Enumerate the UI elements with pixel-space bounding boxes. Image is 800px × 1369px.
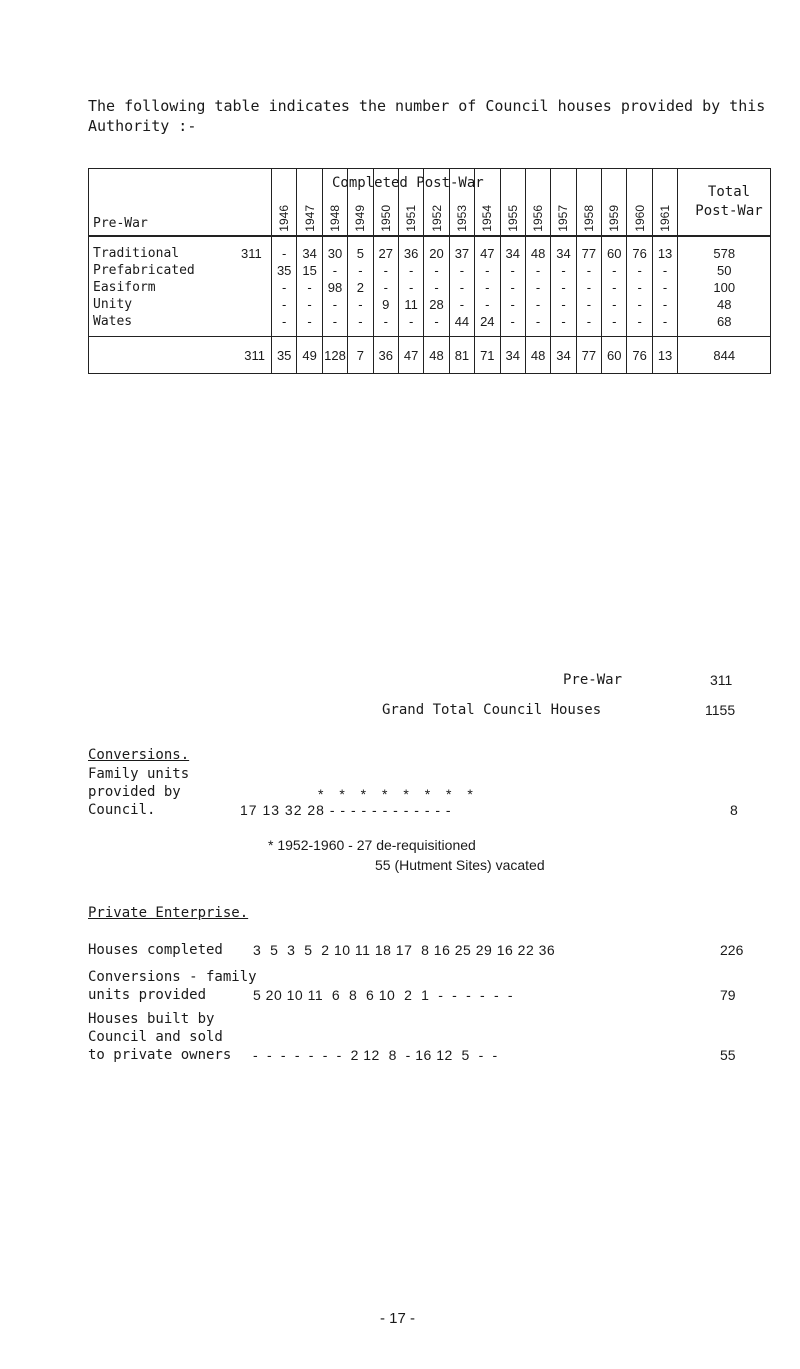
year-cell: - bbox=[576, 296, 601, 313]
year-cell: 44 bbox=[449, 313, 474, 337]
year-label: 1948 bbox=[327, 205, 342, 232]
private-row-total: 79 bbox=[720, 987, 736, 1003]
year-header-cell bbox=[525, 169, 550, 237]
prewar-summary-label: Pre-War bbox=[563, 672, 623, 688]
row-label: Easiform bbox=[89, 279, 242, 296]
grand-post-war-total-cell: 844 bbox=[678, 337, 771, 374]
private-row-values: 3 5 3 5 2 10 11 18 17 8 16 25 29 16 22 36 bbox=[253, 942, 556, 958]
year-cell: - bbox=[348, 296, 373, 313]
year-cell: 47 bbox=[475, 236, 500, 262]
row-label: Prefabricated bbox=[89, 262, 242, 279]
year-cell: - bbox=[449, 296, 474, 313]
totals-row bbox=[89, 337, 771, 374]
year-label: 1950 bbox=[378, 205, 393, 232]
year-header-cell bbox=[322, 169, 347, 237]
row-label: Wates bbox=[89, 313, 242, 337]
totals-year-cell: 47 bbox=[398, 337, 423, 374]
year-cell: - bbox=[272, 279, 297, 296]
year-cell: 24 bbox=[475, 313, 500, 337]
year-cell: - bbox=[500, 262, 525, 279]
private-row-label: Council and sold bbox=[88, 1029, 223, 1045]
year-cell: 13 bbox=[652, 236, 677, 262]
year-cell: - bbox=[602, 279, 627, 296]
year-cell: 35 bbox=[272, 262, 297, 279]
year-label: 1946 bbox=[277, 205, 292, 232]
year-cell: - bbox=[525, 313, 550, 337]
year-label: 1955 bbox=[505, 205, 520, 232]
year-label: 1960 bbox=[632, 205, 647, 232]
private-row-label: Conversions - family bbox=[88, 969, 257, 985]
year-cell: - bbox=[525, 262, 550, 279]
year-cell: 60 bbox=[602, 236, 627, 262]
private-row-total: 55 bbox=[720, 1047, 736, 1063]
year-label: 1951 bbox=[404, 205, 419, 232]
year-header-cell bbox=[602, 169, 627, 237]
totals-year-cell: 71 bbox=[475, 337, 500, 374]
year-cell: - bbox=[627, 262, 652, 279]
year-label: 1952 bbox=[429, 205, 444, 232]
year-cell: - bbox=[500, 279, 525, 296]
year-cell: 28 bbox=[424, 296, 449, 313]
year-cell: 9 bbox=[373, 296, 398, 313]
year-cell: - bbox=[398, 262, 423, 279]
year-label: 1947 bbox=[302, 205, 317, 232]
year-cell: - bbox=[652, 262, 677, 279]
year-cell: - bbox=[551, 296, 576, 313]
year-cell: 77 bbox=[576, 236, 601, 262]
year-cell: - bbox=[297, 279, 322, 296]
row-total-cell: 100 bbox=[678, 279, 771, 296]
prewar-cell bbox=[241, 262, 271, 279]
total-header-cell bbox=[678, 169, 771, 237]
year-cell: - bbox=[525, 296, 550, 313]
year-cell: - bbox=[322, 296, 347, 313]
private-row-total: 226 bbox=[720, 942, 744, 958]
year-header-cell bbox=[424, 169, 449, 237]
conversions-note1: * 1952-1960 - 27 de-requisitioned bbox=[268, 837, 476, 853]
prewar-heading-cell: Pre-War bbox=[89, 169, 272, 237]
prewar-cell bbox=[241, 279, 271, 296]
year-label: 1957 bbox=[556, 205, 571, 232]
totals-year-cell: 48 bbox=[424, 337, 449, 374]
year-cell: - bbox=[424, 279, 449, 296]
year-cell: - bbox=[500, 313, 525, 337]
table-row bbox=[89, 296, 771, 313]
year-header-cell bbox=[449, 169, 474, 237]
table-row bbox=[89, 236, 771, 262]
year-header-cell bbox=[576, 169, 601, 237]
year-cell: - bbox=[500, 296, 525, 313]
table-row bbox=[89, 279, 771, 296]
year-cell: - bbox=[525, 279, 550, 296]
year-cell: 20 bbox=[424, 236, 449, 262]
private-heading: Private Enterprise. bbox=[88, 905, 249, 921]
year-cell: - bbox=[398, 313, 423, 337]
row-label: Traditional bbox=[89, 236, 242, 262]
intro-text: The following table indicates the number of Council houses provided by this Authority :- bbox=[88, 97, 766, 135]
year-cell: 48 bbox=[525, 236, 550, 262]
year-header-cell bbox=[500, 169, 525, 237]
completed-heading: Completed Post-War bbox=[332, 175, 484, 191]
year-cell: - bbox=[551, 279, 576, 296]
totals-prewar-cell: 311 bbox=[89, 337, 272, 374]
totals-year-cell: 13 bbox=[652, 337, 677, 374]
year-cell: - bbox=[449, 262, 474, 279]
conversions-note2: 55 (Hutment Sites) vacated bbox=[375, 857, 545, 873]
year-cell: - bbox=[322, 313, 347, 337]
year-cell: 36 bbox=[398, 236, 423, 262]
year-cell: 27 bbox=[373, 236, 398, 262]
year-cell: - bbox=[627, 296, 652, 313]
totals-year-cell: 35 bbox=[272, 337, 297, 374]
year-cell: - bbox=[576, 279, 601, 296]
conversions-line2: provided by bbox=[88, 784, 181, 800]
year-cell: - bbox=[348, 313, 373, 337]
year-label: 1961 bbox=[658, 205, 673, 232]
prewar-cell bbox=[241, 313, 271, 337]
totals-year-cell: 49 bbox=[297, 337, 322, 374]
year-cell: - bbox=[652, 313, 677, 337]
year-label: 1958 bbox=[581, 205, 596, 232]
year-cell: - bbox=[297, 296, 322, 313]
totals-year-cell: 60 bbox=[602, 337, 627, 374]
year-cell: - bbox=[424, 262, 449, 279]
row-total-cell: 578 bbox=[678, 236, 771, 262]
year-label: 1959 bbox=[607, 205, 622, 232]
year-label: 1956 bbox=[531, 205, 546, 232]
totals-year-cell: 7 bbox=[348, 337, 373, 374]
year-label: 1953 bbox=[454, 205, 469, 232]
year-cell: 34 bbox=[297, 236, 322, 262]
year-header-cell bbox=[272, 169, 297, 237]
year-header-cell bbox=[297, 169, 322, 237]
private-row-values: 5 20 10 11 6 8 6 10 2 1 - - - - - - bbox=[253, 987, 514, 1003]
page-number: - 17 - bbox=[380, 1310, 416, 1327]
private-row-label: to private owners bbox=[88, 1047, 232, 1063]
year-cell: - bbox=[475, 279, 500, 296]
year-cell: 5 bbox=[348, 236, 373, 262]
conversions-line3: Council. bbox=[88, 802, 156, 818]
year-cell: - bbox=[602, 262, 627, 279]
year-header-cell bbox=[652, 169, 677, 237]
row-total-cell: 68 bbox=[678, 313, 771, 337]
year-label: 1954 bbox=[480, 205, 495, 232]
year-cell: 11 bbox=[398, 296, 423, 313]
year-cell: - bbox=[373, 279, 398, 296]
row-label: Unity bbox=[89, 296, 242, 313]
total-heading: Total Post-War bbox=[695, 184, 763, 219]
year-cell: - bbox=[475, 296, 500, 313]
year-cell: 30 bbox=[322, 236, 347, 262]
year-cell: 98 bbox=[322, 279, 347, 296]
conversions-line1: Family units bbox=[88, 766, 190, 782]
totals-year-cell: 48 bbox=[525, 337, 550, 374]
year-header-cell bbox=[627, 169, 652, 237]
year-cell: 37 bbox=[449, 236, 474, 262]
totals-year-cell: 76 bbox=[627, 337, 652, 374]
table-row bbox=[89, 313, 771, 337]
year-header-cell bbox=[551, 169, 576, 237]
grand-total-label: Grand Total Council Houses bbox=[382, 702, 602, 718]
year-header-cell bbox=[398, 169, 423, 237]
year-cell: - bbox=[551, 262, 576, 279]
totals-year-cell: 36 bbox=[373, 337, 398, 374]
year-cell: - bbox=[475, 262, 500, 279]
prewar-summary-value: 311 bbox=[710, 672, 733, 688]
year-cell: - bbox=[449, 279, 474, 296]
year-cell: - bbox=[398, 279, 423, 296]
year-cell: - bbox=[576, 262, 601, 279]
year-cell: - bbox=[272, 296, 297, 313]
conversions-stars: * * * * * * * * bbox=[318, 786, 479, 802]
private-row-label: Houses completed bbox=[88, 942, 223, 958]
year-cell: 15 bbox=[297, 262, 322, 279]
year-label: 1949 bbox=[353, 205, 368, 232]
table-row bbox=[89, 262, 771, 279]
totals-year-cell: 81 bbox=[449, 337, 474, 374]
row-total-cell: 50 bbox=[678, 262, 771, 279]
year-header-cell bbox=[475, 169, 500, 237]
private-row-label: units provided bbox=[88, 987, 207, 1003]
row-total-cell: 48 bbox=[678, 296, 771, 313]
totals-year-cell: 77 bbox=[576, 337, 601, 374]
year-cell: - bbox=[424, 313, 449, 337]
conversions-total: 8 bbox=[730, 802, 738, 818]
private-row-label: Houses built by bbox=[88, 1011, 215, 1027]
year-cell: 34 bbox=[500, 236, 525, 262]
year-cell: - bbox=[297, 313, 322, 337]
totals-year-cell: 34 bbox=[500, 337, 525, 374]
conversions-values: 17 13 32 28 - - - - - - - - - - - - bbox=[240, 802, 452, 818]
year-cell: - bbox=[602, 313, 627, 337]
grand-total-value: 1155 bbox=[705, 702, 736, 718]
year-header-cell bbox=[348, 169, 373, 237]
year-cell: - bbox=[627, 279, 652, 296]
year-cell: - bbox=[627, 313, 652, 337]
totals-year-cell: 34 bbox=[551, 337, 576, 374]
year-cell: - bbox=[576, 313, 601, 337]
year-cell: 76 bbox=[627, 236, 652, 262]
year-cell: - bbox=[652, 279, 677, 296]
year-cell: - bbox=[272, 236, 297, 262]
year-header-cell bbox=[373, 169, 398, 237]
conversions-heading: Conversions. bbox=[88, 747, 190, 763]
council-houses-table bbox=[88, 168, 771, 374]
prewar-cell bbox=[241, 296, 271, 313]
private-row-values: - - - - - - - 2 12 8 - 16 12 5 - - bbox=[253, 1047, 498, 1063]
year-cell: - bbox=[348, 262, 373, 279]
year-cell: 2 bbox=[348, 279, 373, 296]
year-cell: - bbox=[272, 313, 297, 337]
year-cell: - bbox=[652, 296, 677, 313]
year-cell: 34 bbox=[551, 236, 576, 262]
year-cell: - bbox=[373, 313, 398, 337]
prewar-cell: 311 bbox=[241, 236, 271, 262]
totals-year-cell: 128 bbox=[322, 337, 347, 374]
year-cell: - bbox=[373, 262, 398, 279]
year-cell: - bbox=[322, 262, 347, 279]
year-cell: - bbox=[602, 296, 627, 313]
year-cell: - bbox=[551, 313, 576, 337]
